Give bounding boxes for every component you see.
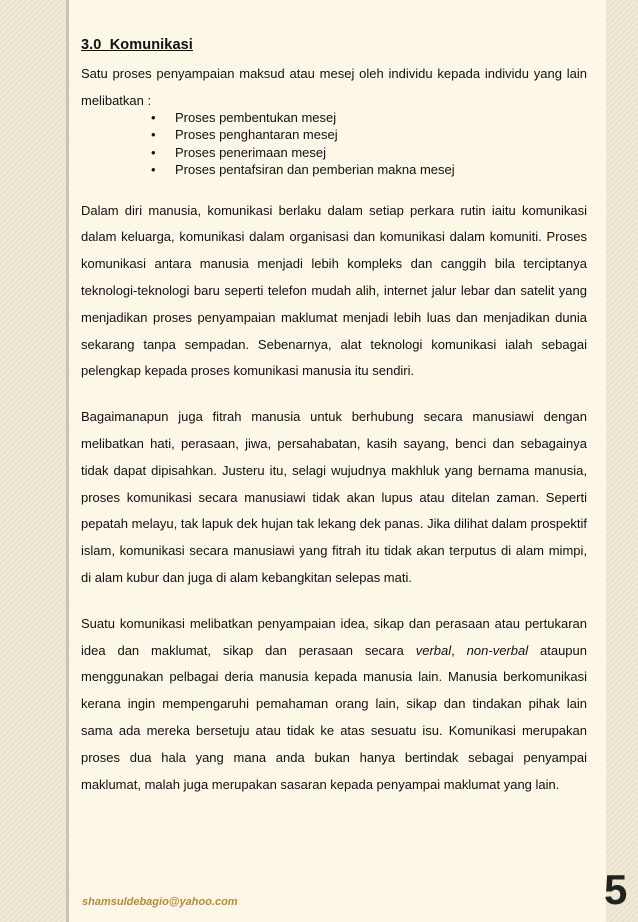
section-number: 3.0 bbox=[81, 37, 102, 53]
paragraph-3-part2: ataupun menggunakan pelbagai deria manusia kepada manusia lain. Manusia berkomunikasi kerana ingin mempengaruhi pemahaman orang lain, sikap dan tindakan pihak lain sama ada mereka bersetuju atau tidak ke atas sesuatu isu. Komunikasi merupakan proses dua hala yang mana anda bukan hanya bertindak sebagai penyampai maklumat, malah juga merupakan sasaran kepada penyampai maklumat yang lain. bbox=[81, 642, 587, 792]
paragraph-2: Bagaimanapun juga fitrah manusia untuk berhubung secara manusiawi dengan melibatkan hati, perasaan, jiwa, persahabatan, kasih sayang, benci dan sebagainya tidak dapat dipisahkan. Justeru itu, selagi wujudnya makhluk yang bernama manusia, proses komunikasi secara manusiawi tidak akan lupus atau ditelan zaman. Seperti pepatah melayu, tak lapuk dek hujan tak lekang dek panas. Jika dilihat dalam prospektif islam, komunikasi secara manusiawi yang fitrah itu tidak akan terputus di alam mimpi, di alam kubur dan juga di alam kebangkitan selepas mati. bbox=[81, 409, 587, 585]
left-border-line bbox=[66, 0, 69, 922]
right-decorative-band bbox=[606, 0, 638, 922]
spacer bbox=[81, 592, 587, 611]
spacer bbox=[81, 385, 587, 404]
list-item: • Proses pentafsiran dan pemberian makna mesej bbox=[151, 161, 587, 179]
spacer bbox=[81, 179, 587, 198]
paragraph-3-part1: Suatu komunikasi melibatkan penyampaian idea, sikap dan perasaan atau pertukaran idea dan maklumat, sikap dan perasaan secara bbox=[81, 615, 587, 658]
process-list bbox=[81, 109, 587, 179]
footer-email: shamsuldebagio@yahoo.com bbox=[82, 896, 238, 908]
list-item: • Proses pembentukan mesej bbox=[151, 109, 587, 127]
nonverbal-term: non-verbal bbox=[466, 642, 529, 658]
section-title: Komunikasi bbox=[109, 37, 193, 53]
verbal-term: verbal bbox=[415, 642, 452, 658]
left-decorative-band bbox=[0, 0, 66, 922]
intro-paragraph: Satu proses penyampaian maksud atau mesej oleh individu kepada individu yang lain melibatkan : bbox=[81, 66, 587, 108]
paragraph-1: Dalam diri manusia, komunikasi berlaku dalam setiap perkara rutin iaitu komunikasi dalam keluarga, komunikasi dalam organisasi dan komunikasi dalam komuniti. Proses komunikasi antara manusia menjadi lebih kompleks dan canggih bila terciptanya teknologi-teknologi baru seperti telefon mudah alih, internet jalur lebar dan satelit yang menjadikan proses penyampaian maklumat menjadi lebih luas dan menjadikan dunia sekarang tanpa sempadan. Sebenarnya, alat teknologi komunikasi ialah sebagai pelengkap kepada proses komunikasi manusia itu sendiri. bbox=[81, 202, 587, 379]
section-heading bbox=[81, 37, 587, 53]
list-item: • Proses penerimaan mesej bbox=[151, 144, 587, 162]
page-content bbox=[81, 37, 587, 798]
paragraph-3 bbox=[81, 611, 587, 799]
list-item: • Proses penghantaran mesej bbox=[151, 126, 587, 144]
page-number: 5 bbox=[604, 866, 628, 913]
separator: , bbox=[451, 642, 467, 658]
